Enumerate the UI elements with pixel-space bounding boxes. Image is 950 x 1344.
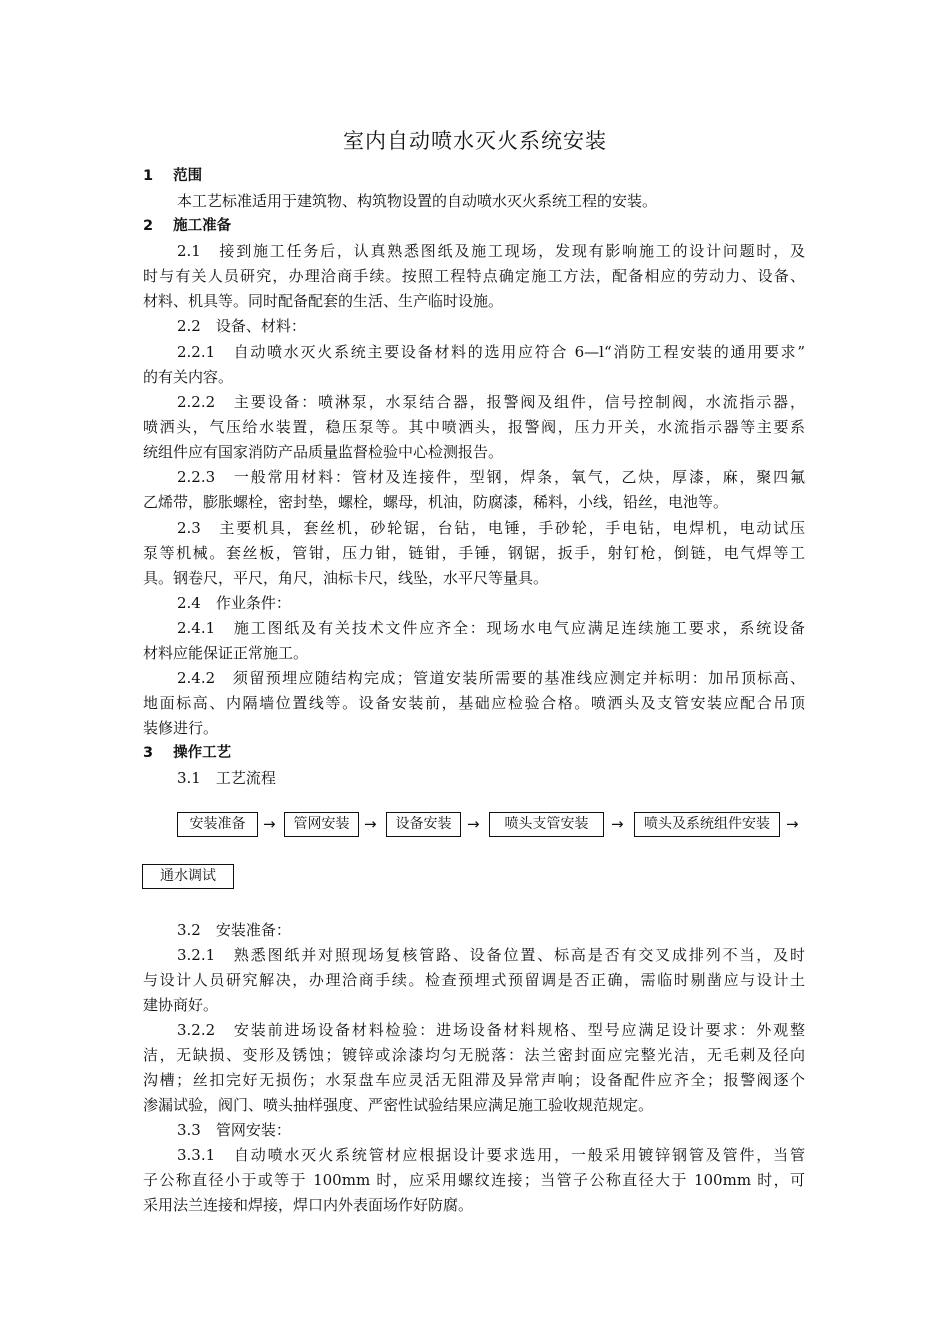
flow-arrow-icon: → bbox=[364, 815, 377, 833]
paragraph-line: 时与有关人员研究，办理洽商手续。按照工程特点确定施工方法，配备相应的劳动力、设备、 bbox=[143, 267, 805, 285]
paragraph-line: 2.4.1 施工图纸及有关技术文件应齐全：现场水电气应满足连续施工要求，系统设备 bbox=[177, 619, 805, 637]
paragraph-line: 3.2.1 熟悉图纸并对照现场复核管路、设备位置、标高是否有交叉成排列不当，及时 bbox=[177, 946, 805, 964]
flow-step-nozzle-components: 喷头及系统组件安装 bbox=[634, 812, 780, 837]
flow-step-water-test: 通水调试 bbox=[142, 864, 234, 889]
section-number: 2 bbox=[143, 218, 154, 234]
subheading: 3.2 安装准备： bbox=[177, 921, 291, 939]
paragraph-line: 渗漏试验，阀门、喷头抽样强度、严密性试验结果应满足施工验收规范规定。 bbox=[143, 1096, 654, 1114]
subheading: 2.4 作业条件： bbox=[177, 594, 291, 612]
flow-arrow-icon: → bbox=[786, 815, 799, 833]
paragraph-line: 乙烯带，膨胀螺栓，密封垫，螺栓，螺母，机油，防腐漆，稀料，小线，铅丝，电池等。 bbox=[143, 493, 729, 511]
section-number: 1 bbox=[143, 168, 154, 184]
flow-step-nozzle-branch: 喷头支管安装 bbox=[489, 812, 604, 837]
paragraph: 本工艺标准适用于建筑物、构筑物设置的自动喷水灭火系统工程的安装。 bbox=[177, 192, 658, 210]
subheading: 3.3 管网安装： bbox=[177, 1121, 291, 1139]
flow-arrow-icon: → bbox=[263, 815, 276, 833]
paragraph-line: 沟槽；丝扣完好无损伤；水泵盘车应灵活无阻滞及异常声响；设备配件应齐全；报警阀逐个 bbox=[143, 1071, 805, 1089]
paragraph-line: 2.2.2 主要设备：喷淋泵，水泵结合器，报警阀及组件，信号控制阀，水流指示器， bbox=[177, 393, 805, 411]
section-1-heading bbox=[143, 164, 202, 189]
section-label: 范围 bbox=[173, 168, 203, 184]
section-2-heading bbox=[143, 214, 231, 239]
section-label: 施工准备 bbox=[173, 218, 232, 234]
paragraph-line: 统组件应有国家消防产品质量监督检验中心检测报告。 bbox=[143, 443, 504, 461]
paragraph-line: 子公称直径小于或等于 100mm 时，应采用螺纹连接；当管子公称直径大于 100mm 时，可 bbox=[143, 1171, 805, 1189]
paragraph-line: 2.2.1 自动喷水灭火系统主要设备材料的选用应符合 6—l“消防工程安装的通用要求” bbox=[177, 343, 805, 361]
paragraph-line: 建协商好。 bbox=[143, 996, 219, 1014]
paragraph-line: 喷洒头，气压给水装置，稳压泵等。其中喷洒头，报警阀，压力开关，水流指示器等主要系 bbox=[143, 418, 805, 436]
flow-step-equipment: 设备安装 bbox=[386, 812, 461, 837]
paragraph-line: 2.1 接到施工任务后，认真熟悉图纸及施工现场，发现有影响施工的设计问题时，及 bbox=[177, 242, 805, 260]
paragraph-line: 洁，无缺损、变形及锈蚀；镀锌或涂漆均匀无脱落：法兰密封面应完整光洁，无毛刺及径向 bbox=[143, 1046, 805, 1064]
paragraph-line: 2.2.3 一般常用材料：管材及连接件，型钢，焊条，氧气，乙炔，厚漆，麻，聚四氟 bbox=[177, 468, 805, 486]
flow-step-prepare: 安装准备 bbox=[177, 812, 258, 837]
paragraph-line: 与设计人员研究解决，办理洽商手续。检查预埋式预留调是否正确，需临时剔凿应与设计土 bbox=[143, 971, 805, 989]
paragraph-line: 泵等机械。套丝板，管钳，压力钳，链钳，手锤，钢锯，扳手，射钉枪，倒链，电气焊等工 bbox=[143, 544, 805, 562]
section-3-heading bbox=[143, 741, 231, 766]
paragraph-line: 3.3.1 自动喷水灭火系统管材应根据设计要求选用，一般采用镀锌钢管及管件，当管 bbox=[177, 1146, 805, 1164]
subheading: 2.2 设备、材料： bbox=[177, 317, 306, 335]
paragraph-line: 3.2.2 安装前进场设备材料检验：进场设备材料规格、型号应满足设计要求：外观整 bbox=[177, 1021, 805, 1039]
flow-arrow-icon: → bbox=[611, 815, 624, 833]
paragraph-line: 装修进行。 bbox=[143, 719, 219, 737]
flow-step-pipe-network: 管网安装 bbox=[284, 812, 359, 837]
paragraph-line: 具。钢卷尺，平尺，角尺，油标卡尺，线坠，水平尺等量具。 bbox=[143, 569, 549, 587]
paragraph-line: 的有关内容。 bbox=[143, 368, 234, 386]
section-label: 操作工艺 bbox=[173, 745, 232, 761]
paragraph-line: 地面标高、内隔墙位置线等。设备安装前，基础应检验合格。喷洒头及支管安装应配合吊顶 bbox=[143, 694, 805, 712]
paragraph-line: 材料应能保证正常施工。 bbox=[143, 644, 309, 662]
paragraph-line: 2.3 主要机具，套丝机，砂轮锯，台钻，电锤，手砂轮，手电钻，电焊机，电动试压 bbox=[177, 519, 805, 537]
section-number: 3 bbox=[143, 745, 154, 761]
paragraph-line: 2.4.2 须留预埋应随结构完成；管道安装所需要的基准线应测定并标明：加吊顶标高、 bbox=[177, 669, 805, 687]
paragraph-line: 材料、机具等。同时配备配套的生活、生产临时设施。 bbox=[143, 292, 504, 310]
flow-arrow-icon: → bbox=[467, 815, 480, 833]
page-title: 室内自动喷水灭火系统安装 bbox=[343, 129, 607, 153]
subheading: 3.1 工艺流程 bbox=[177, 769, 276, 787]
paragraph-line: 采用法兰连接和焊接，焊口内外表面场作好防腐。 bbox=[143, 1196, 474, 1214]
